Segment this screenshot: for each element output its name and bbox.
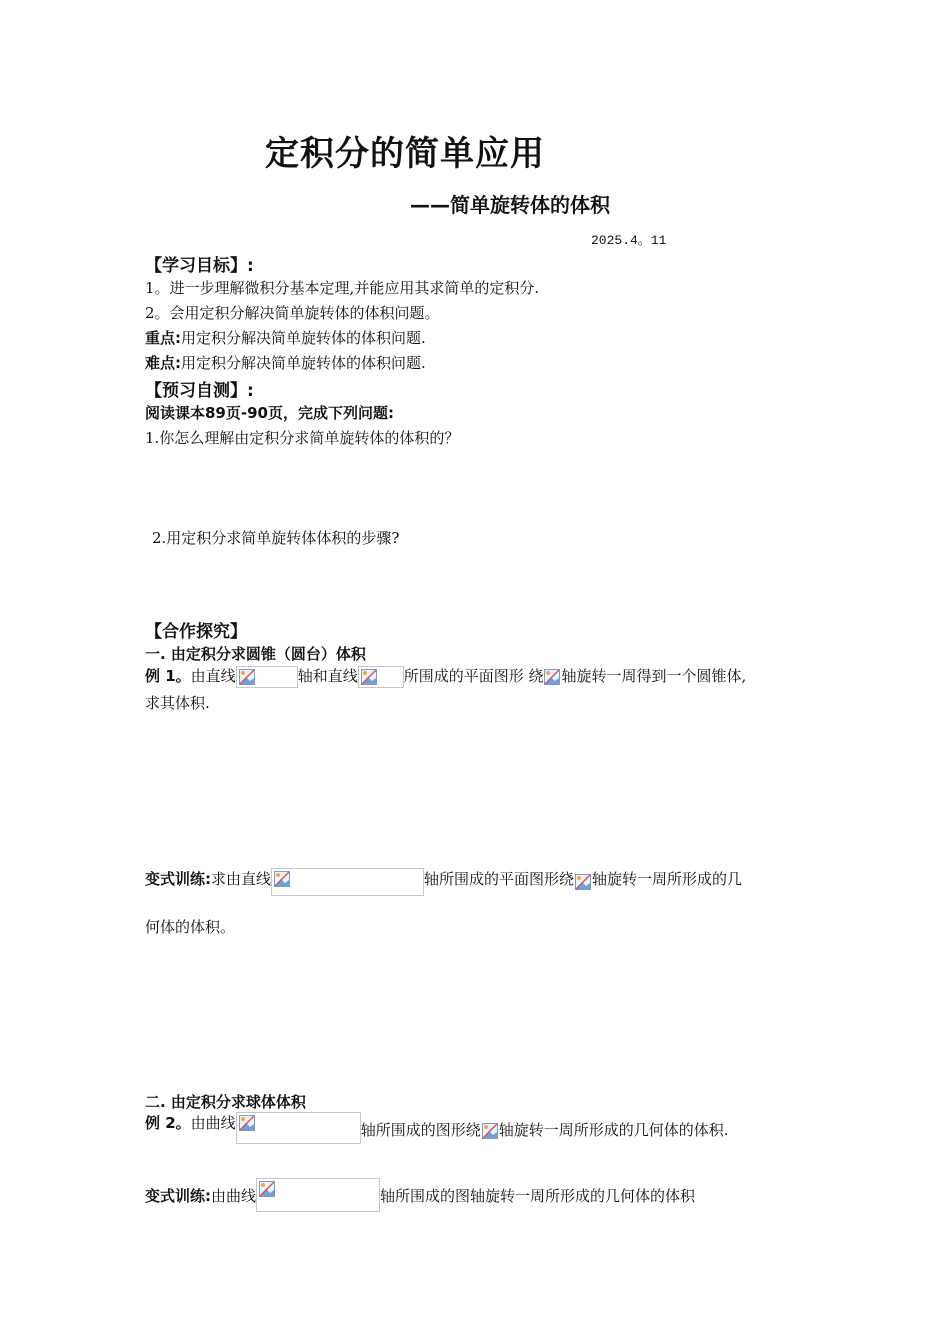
formula-image-icon [236,666,298,688]
preview-question-2: 2.用定积分求简单旋转体体积的步骤? [152,529,400,547]
broken-image-icon [239,1115,255,1131]
section-2-title: 二. 由定积分求球体体积 [145,1093,306,1111]
key-point-text: 用定积分解决简单旋转体的体积问题. [181,329,426,347]
formula-image-icon [236,1112,361,1144]
variant-1-line-1 [145,868,742,896]
explore-heading: 【合作探究】 [145,622,247,642]
example-1 [145,665,746,688]
example-2-text-b: 轴所围成的图形绕 [360,1121,481,1139]
broken-image-icon [575,874,591,890]
example-1-label: 例 1。 [145,667,191,685]
broken-image-icon [361,669,377,685]
broken-image-icon [239,669,255,685]
example-2 [145,1112,728,1144]
variant-1-label: 变式训练: [145,870,211,888]
formula-image-icon [543,667,561,687]
broken-image-icon [544,669,560,685]
document-title: 定积分的简单应用 [265,134,545,174]
difficult-point-text: 用定积分解决简单旋转体的体积问题. [181,354,426,372]
formula-image-icon [358,666,404,688]
variant-1-text-b: 轴所围成的平面图形绕 [424,870,575,888]
difficult-point [145,352,426,373]
section-1-title: 一. 由定积分求圆锥（圆台）体积 [145,645,366,663]
goal-item-2: 2。会用定积分解决简单旋转体的体积问题。 [145,304,440,322]
variant-2-text-a: 由曲线 [211,1187,257,1205]
formula-image-icon [481,1121,499,1141]
example-1-text-a: 由直线 [190,667,236,685]
example-2-text-c: 轴旋转一周所形成的几何体的体积. [498,1121,729,1139]
preview-instruction: 阅读课本89页-90页，完成下列问题: [145,404,394,422]
example-1-text-b: 轴和直线 [297,667,358,685]
broken-image-icon [259,1181,275,1197]
example-1-text-e: 求其体积. [145,694,210,712]
variant-1-text-d: 何体的体积。 [145,918,236,936]
variant-1-text-c: 轴旋转一周所形成的几 [592,870,743,888]
variant-1-text-a: 求由直线 [211,870,272,888]
document-date: 2025.4。11 [591,233,667,248]
difficult-point-label: 难点: [145,354,181,372]
key-point-label: 重点: [145,329,181,347]
goal-item-1: 1。进一步理解微积分基本定理,并能应用其求简单的定积分. [145,279,540,297]
broken-image-icon [274,871,290,887]
formula-image-icon [574,868,592,892]
preview-question-1: 1.你怎么理解由定积分求简单旋转体的体积的？ [145,429,460,447]
formula-image-icon [256,1178,380,1212]
variant-2-label: 变式训练: [145,1187,211,1205]
formula-image-icon [271,868,424,896]
preview-heading: 【预习自测】: [145,381,254,401]
document-subtitle: ——简单旋转体的体积 [410,193,610,217]
example-2-label: 例 2。 [145,1114,191,1132]
example-2-text-a: 由曲线 [190,1114,236,1132]
goals-heading: 【学习目标】: [145,256,254,276]
example-1-text-c: 所围成的平面图形 绕 [403,667,544,685]
variant-2-text-b: 轴所围成的图轴旋转一周所形成的几何体的体积 [380,1187,696,1205]
key-point [145,327,426,348]
variant-2 [145,1178,695,1212]
broken-image-icon [482,1123,498,1139]
example-1-text-d: 轴旋转一周得到一个圆锥体, [561,667,747,685]
